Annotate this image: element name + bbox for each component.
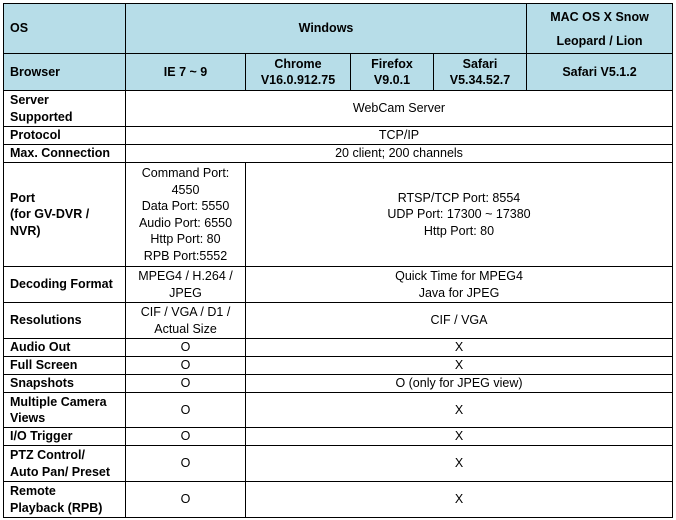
port-ie-value: Command Port: 4550 Data Port: 5550 Audio Port: 6550 Http Port: 80 RPB Port:5552 (126, 163, 246, 267)
io-trigger-label: I/O Trigger (4, 428, 126, 446)
protocol-row (4, 127, 673, 145)
safari-mac-header: Safari V5.1.2 (527, 54, 673, 91)
io-trigger-other-value: X (246, 428, 673, 446)
resolutions-row (4, 303, 673, 339)
protocol-label: Protocol (4, 127, 126, 145)
decoding-ie-value: MPEG4 / H.264 / JPEG (126, 267, 246, 303)
rpb-other-value: X (246, 482, 673, 518)
io-trigger-row (4, 428, 673, 446)
ptz-ie-value: O (126, 446, 246, 482)
ptz-label: PTZ Control/ Auto Pan/ Preset (4, 446, 126, 482)
firefox-header: Firefox V9.0.1 (351, 54, 434, 91)
max-connection-label: Max. Connection (4, 145, 126, 163)
resolutions-other-value: CIF / VGA (246, 303, 673, 339)
mac-os-header: MAC OS X Snow Leopard / Lion (527, 4, 673, 54)
browser-compatibility-table (3, 3, 673, 518)
os-header-row (4, 4, 673, 54)
multiple-camera-label: Multiple Camera Views (4, 393, 126, 428)
audio-out-row (4, 339, 673, 357)
snapshots-label: Snapshots (4, 375, 126, 393)
max-connection-row (4, 145, 673, 163)
server-row (4, 91, 673, 127)
port-other-value: RTSP/TCP Port: 8554 UDP Port: 17300 ~ 17380 Http Port: 80 (246, 163, 673, 267)
port-label: Port (for GV-DVR / NVR) (4, 163, 126, 267)
server-label: Server Supported (4, 91, 126, 127)
audio-out-other-value: X (246, 339, 673, 357)
windows-header: Windows (126, 4, 527, 54)
server-value: WebCam Server (126, 91, 673, 127)
full-screen-other-value: X (246, 357, 673, 375)
full-screen-ie-value: O (126, 357, 246, 375)
multiple-camera-other-value: X (246, 393, 673, 428)
safari-windows-header: Safari V5.34.52.7 (434, 54, 527, 91)
decoding-row (4, 267, 673, 303)
browser-header-row (4, 54, 673, 91)
rpb-label: Remote Playback (RPB) (4, 482, 126, 518)
decoding-label: Decoding Format (4, 267, 126, 303)
multiple-camera-ie-value: O (126, 393, 246, 428)
io-trigger-ie-value: O (126, 428, 246, 446)
rpb-row (4, 482, 673, 518)
max-connection-value: 20 client; 200 channels (126, 145, 673, 163)
snapshots-other-value: O (only for JPEG view) (246, 375, 673, 393)
resolutions-label: Resolutions (4, 303, 126, 339)
full-screen-row (4, 357, 673, 375)
port-row (4, 163, 673, 267)
protocol-value: TCP/IP (126, 127, 673, 145)
audio-out-label: Audio Out (4, 339, 126, 357)
decoding-other-value: Quick Time for MPEG4 Java for JPEG (246, 267, 673, 303)
ptz-other-value: X (246, 446, 673, 482)
ptz-row (4, 446, 673, 482)
resolutions-ie-value: CIF / VGA / D1 / Actual Size (126, 303, 246, 339)
snapshots-ie-value: O (126, 375, 246, 393)
snapshots-row (4, 375, 673, 393)
chrome-header: Chrome V16.0.912.75 (246, 54, 351, 91)
browser-label: Browser (4, 54, 126, 91)
multiple-camera-row (4, 393, 673, 428)
audio-out-ie-value: O (126, 339, 246, 357)
rpb-ie-value: O (126, 482, 246, 518)
os-label: OS (4, 4, 126, 54)
ie-header: IE 7 ~ 9 (126, 54, 246, 91)
full-screen-label: Full Screen (4, 357, 126, 375)
